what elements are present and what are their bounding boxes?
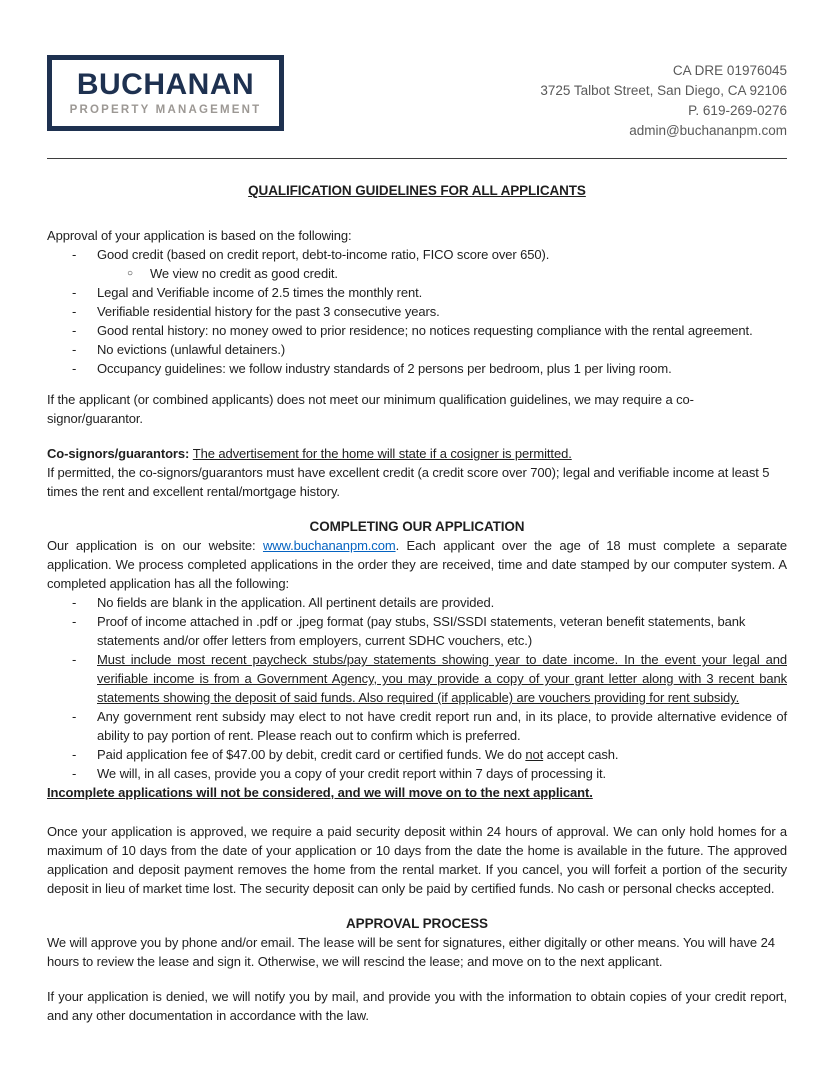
circle-bullet-marker: ○ xyxy=(127,268,133,279)
criterion-income: Legal and Verifiable income of 2.5 times the monthly rent. xyxy=(97,285,423,300)
license-number: CA DRE 01976045 xyxy=(672,63,787,78)
dash-bullet-marker: - xyxy=(72,361,77,376)
criterion-occupancy: Occupancy guidelines: we follow industry standards of 2 persons per bedroom, plus 1 per living room. xyxy=(97,361,672,376)
approval-process-paragraph: We will approve you by phone and/or email. The lease will be sent for signatures, either digitally or other means. You will have 24 hours to review the lease and sign it. Otherwise, we will rescind the lease; and move on to the next applicant. xyxy=(47,935,775,969)
list-item xyxy=(47,612,787,650)
dash-bullet-marker: - xyxy=(72,614,77,629)
criterion-rental-history: Good rental history: no money owed to prior residence; no notices requesting compliance with the rental agreement. xyxy=(97,323,753,338)
company-logo xyxy=(47,55,284,131)
list-item xyxy=(47,764,787,783)
dash-bullet-marker: - xyxy=(72,323,77,338)
logo-company-subtitle: PROPERTY MANAGEMENT xyxy=(69,104,262,116)
qualification-criteria-list xyxy=(47,245,787,378)
requirement-application-fee xyxy=(97,745,787,764)
street-address: 3725 Talbot Street, San Diego, CA 92106 xyxy=(540,83,787,98)
fee-text-after: accept cash. xyxy=(543,747,619,762)
website-link[interactable]: www.buchananpm.com xyxy=(262,538,396,553)
page-title: QUALIFICATION GUIDELINES FOR ALL APPLICANTS xyxy=(248,183,586,198)
criterion-no-credit-note: We view no credit as good credit. xyxy=(150,266,338,281)
dash-bullet-marker: - xyxy=(72,304,77,319)
logo-company-name: BUCHANAN xyxy=(76,68,255,101)
dash-bullet-marker: - xyxy=(72,342,77,357)
email-address: admin@buchananpm.com xyxy=(629,123,787,138)
phone-number: P. 619-269-0276 xyxy=(688,103,787,118)
list-item xyxy=(47,283,787,302)
dash-bullet-marker: - xyxy=(72,247,77,262)
dash-bullet-marker: - xyxy=(72,747,77,762)
intro-before-link: Our application is on our website: xyxy=(47,538,263,553)
requirement-no-blank-fields: No fields are blank in the application. All pertinent details are provided. xyxy=(97,595,495,610)
list-item xyxy=(47,359,787,378)
dash-bullet-marker: - xyxy=(72,709,77,724)
dash-bullet-marker: - xyxy=(72,285,77,300)
fee-text-before: Paid application fee of $47.00 by debit, credit card or certified funds. We do xyxy=(97,747,526,762)
fee-not-emphasis: not xyxy=(525,747,544,762)
list-item xyxy=(47,321,787,340)
incomplete-applications-warning: Incomplete applications will not be considered, and we will move on to the next applicant. xyxy=(47,785,593,800)
list-item xyxy=(47,302,787,321)
list-item xyxy=(47,340,787,359)
letterhead xyxy=(47,55,787,141)
list-item xyxy=(47,245,787,264)
criterion-residential-history: Verifiable residential history for the past 3 consecutive years. xyxy=(97,304,440,319)
cosigners-details: If permitted, the co-signors/guarantors must have excellent credit (a credit score over 700); legal and verifiable income at least 5 times the rent and excellent rental/mortgage history. xyxy=(47,465,770,499)
application-requirements-list xyxy=(47,593,787,783)
list-item xyxy=(47,593,787,612)
requirement-proof-of-income: Proof of income attached in .pdf or .jpeg format (pay stubs, SSI/SSDI statements, veteran benefit statements, bank statements and/or offer letters from employers, current SDHC vouchers, etc.) xyxy=(97,614,746,648)
security-deposit-paragraph: Once your application is approved, we require a paid security deposit within 24 hours of approval. We can only hold homes for a maximum of 10 days from the date of your application or 10 days from the date the home is available in the future. The approved application and deposit payment removes the home from the rental market. If you cancel, you will forfeit a portion of the security deposit in lieu of market time lost. The security deposit can only be paid by certified funds. No cash or personal checks accepted. xyxy=(47,824,787,896)
section-heading-approval-process: APPROVAL PROCESS xyxy=(346,916,488,931)
list-item xyxy=(47,707,787,745)
intro-after-link: . Each applicant over the age of 18 must complete a separate application. We process completed applications in the order they are received, time and date stamped by our computer system. A completed application has all the following: xyxy=(47,538,788,591)
criterion-evictions: No evictions (unlawful detainers.) xyxy=(97,342,286,357)
dash-bullet-marker: - xyxy=(72,766,77,781)
dash-bullet-marker: - xyxy=(72,652,77,667)
contact-info xyxy=(540,55,787,141)
requirement-paycheck-stubs: Must include most recent paycheck stubs/pay statements showing year to date income. In the event your legal and verifiable income is from a Government Agency, you may provide a copy of your grant letter along with 3 recent bank statements showing the deposit of said funds. Also required (if applicable) are vouchers providing for rent subsidy. xyxy=(97,652,787,705)
document-body xyxy=(47,181,787,1025)
list-item xyxy=(47,264,787,283)
header-divider xyxy=(47,158,787,159)
requirement-rent-subsidy-alternative: Any government rent subsidy may elect to not have credit report run and, in its place, to provide alternative evidence of ability to pay portion of rent. Please reach out to confirm which is preferred. xyxy=(97,709,787,743)
completing-intro-paragraph xyxy=(47,536,787,593)
section-heading-completing: COMPLETING OUR APPLICATION xyxy=(309,519,525,534)
cosigners-statement xyxy=(47,444,787,463)
dash-bullet-marker: - xyxy=(72,595,77,610)
denial-notification-paragraph: If your application is denied, we will notify you by mail, and provide you with the information to obtain copies of your credit report, and any other documentation in accordance with the law. xyxy=(47,989,787,1023)
cosigner-requirement-paragraph: If the applicant (or combined applicants) does not meet our minimum qualification guidelines, we may require a co-signor/guarantor. xyxy=(47,392,694,426)
list-item xyxy=(47,650,787,707)
requirement-credit-report-copy: We will, in all cases, provide you a copy of your credit report within 7 days of processing it. xyxy=(97,766,607,781)
cosigners-label: Co-signors/guarantors: xyxy=(47,446,193,461)
criterion-good-credit: Good credit (based on credit report, debt-to-income ratio, FICO score over 650). xyxy=(97,247,550,262)
approval-intro: Approval of your application is based on the following: xyxy=(47,228,352,243)
cosigners-advertisement-note: The advertisement for the home will state if a cosigner is permitted. xyxy=(192,446,572,461)
list-item xyxy=(47,745,787,764)
